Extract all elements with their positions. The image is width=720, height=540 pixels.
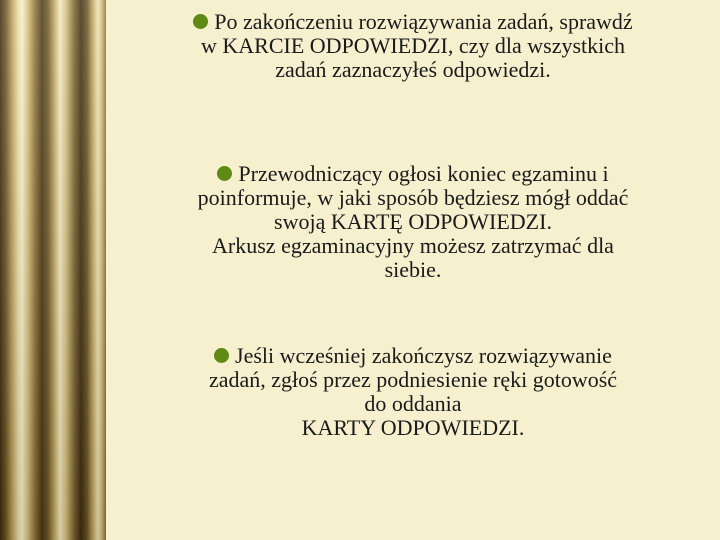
bullet-line: Arkusz egzaminacyjny możesz zatrzymać dla <box>212 233 614 258</box>
bullet-line: Jeśli wcześniej zakończysz rozwiązywanie <box>106 344 720 368</box>
decorative-column-band <box>0 0 106 540</box>
bullet-line: poinformuje, w jaki sposób będziesz mógł oddać <box>197 185 629 210</box>
bullet-dot-icon <box>217 166 232 181</box>
bullet-dot-icon <box>193 14 208 29</box>
bullet-line: w KARCIE ODPOWIEDZI, czy dla wszystkich <box>200 33 626 58</box>
slide-content <box>106 0 720 540</box>
bullet-line: KARTY ODPOWIEDZI. <box>301 415 525 440</box>
bullet-paragraph-3 <box>106 344 720 440</box>
bullet-line: zadań, zgłoś przez podniesienie ręki gotowość <box>208 367 618 392</box>
bullet-paragraph-1 <box>106 10 720 82</box>
bullet-dot-icon <box>214 348 229 363</box>
bullet-line: swoją KARTĘ ODPOWIEDZI. <box>274 209 552 234</box>
bullet-line: do oddania <box>364 391 462 416</box>
bullet-line: Przewodniczący ogłosi koniec egzaminu i <box>106 162 720 186</box>
bullet-line: zadań zaznaczyłeś odpowiedzi. <box>275 57 551 82</box>
bullet-paragraph-2 <box>106 162 720 282</box>
bullet-line: siebie. <box>384 257 442 282</box>
bullet-line: Po zakończeniu rozwiązywania zadań, sprawdź <box>106 10 720 34</box>
